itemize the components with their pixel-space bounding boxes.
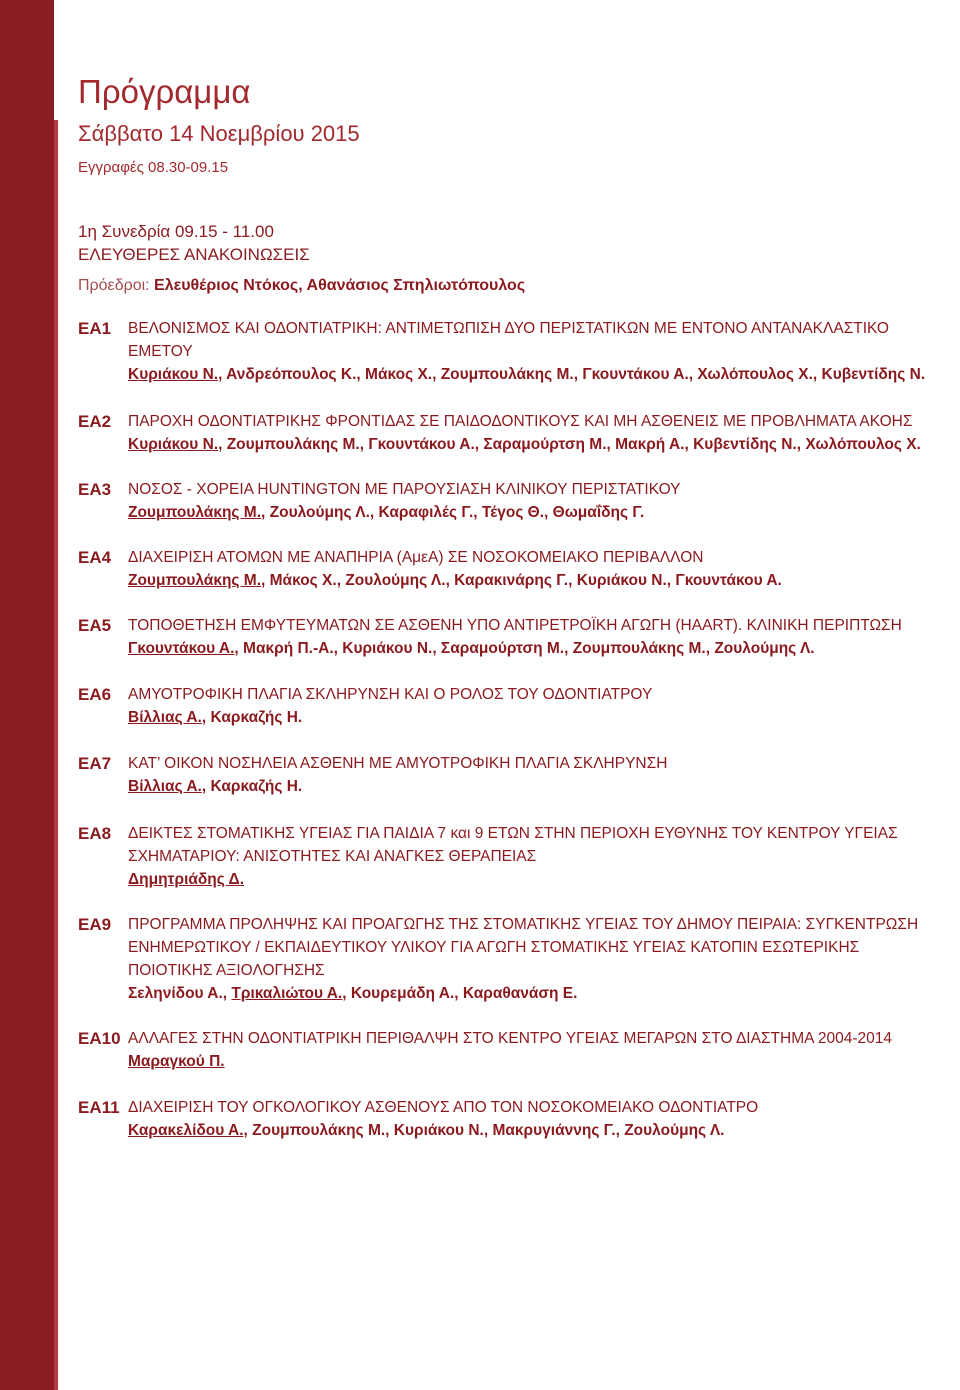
paper-item — [78, 1027, 948, 1073]
paper-title: ΑΛΛΑΓΕΣ ΣΤΗΝ ΟΔΟΝΤΙΑΤΡΙΚΗ ΠΕΡΙΘΑΛΨΗ ΣΤΟ ΚΕΝΤΡΟ ΥΓΕΙΑΣ ΜΕΓΑΡΩΝ ΣΤΟ ΔΙΑΣΤΗΜΑ 2004-2014 — [128, 1030, 893, 1047]
paper-title: ΠΡΟΓΡΑΜΜΑ ΠΡΟΛΗΨΗΣ ΚΑΙ ΠΡΟΑΓΩΓΗΣ ΤΗΣ ΣΤΟΜΑΤΙΚΗΣ ΥΓΕΙΑΣ ΤΟΥ ΔΗΜΟΥ ΠΕΙΡΑΙΑ: ΣΥΓΚΕΝΤΡΩΣΗ ΕΝΗΜΕΡΩΤΙΚΟΥ / ΕΚΠΑΙΔΕΥΤΙΚΟΥ ΥΛΙΚΟΥ ΓΙΑ ΑΓΩΓΗ ΣΤΟΜΑΤΙΚΗΣ ΥΓΕΙΑΣ ΚΑΤΟΠΙΝ ΕΣΩΤΕΡΙΚΗΣ ΠΟΙΟΤΙΚΗΣ ΑΞΙΟΛΟΓΗΣΗΣ — [128, 916, 919, 979]
paper-coauthors: , Μάκος Χ., Ζουλούμης Λ., Καρακινάρης Γ., Κυριάκου Ν., Γκουντάκου Α. — [261, 572, 782, 589]
paper-authors — [128, 706, 948, 729]
paper-code: ΕΑ5 — [78, 616, 112, 635]
paper-presenter: Καρακελίδου Α. — [128, 1122, 244, 1139]
paper-coauthors: , Ζουλούμης Λ., Καραφιλές Γ., Τέγος Θ., Θωμαΐδης Γ. — [261, 504, 645, 521]
paper-authors — [128, 982, 948, 1005]
session-name: 1η Συνεδρία 09.15 - 11.00 — [78, 222, 274, 241]
paper-item — [78, 410, 948, 456]
paper-code: ΕΑ6 — [78, 685, 112, 704]
paper-coauthors: , Κουρεμάδη Α., Καραθανάση Ε. — [342, 985, 578, 1002]
paper-coauthors: , Μακρή Π.-Α., Κυριάκου Ν., Σαραμούρτση Μ., Ζουμπουλάκης Μ., Ζουλούμης Λ. — [234, 640, 815, 657]
paper-code: ΕΑ4 — [78, 548, 112, 567]
paper-authors — [128, 501, 948, 524]
chairs-label: Πρόεδροι: — [78, 277, 150, 294]
paper-presenter: Ζουμπουλάκης Μ. — [128, 572, 262, 589]
paper-authors — [128, 775, 948, 798]
paper-item — [78, 913, 948, 1005]
paper-presenter: Κυριάκου Ν. — [128, 366, 219, 383]
paper-authors — [128, 1119, 948, 1142]
paper-presenter: Κυριάκου Ν. — [128, 436, 219, 453]
registration-time: Εγγραφές 08.30-09.15 — [78, 159, 229, 176]
program-page — [78, 70, 948, 1142]
paper-item — [78, 822, 948, 891]
paper-presenter: Βίλλιας Α. — [128, 778, 202, 795]
paper-authors — [128, 363, 948, 386]
paper-title: ΒΕΛΟΝΙΣΜΟΣ ΚΑΙ ΟΔΟΝΤΙΑΤΡΙΚΗ: ΑΝΤΙΜΕΤΩΠΙΣΗ ΔΥΟ ΠΕΡΙΣΤΑΤΙΚΩΝ ΜΕ ΕΝΤΟΝΟ ΑΝΤΑΝΑΚΛΑΣΤΙΚΟ ΕΜΕΤΟΥ — [128, 320, 889, 360]
paper-title: ΔΕΙΚΤΕΣ ΣΤΟΜΑΤΙΚΗΣ ΥΓΕΙΑΣ ΓΙΑ ΠΑΙΔΙΑ 7 και 9 ΕΤΩΝ ΣΤΗΝ ΠΕΡΙΟΧΗ ΕΥΘΥΝΗΣ ΤΟΥ ΚΕΝΤΡΟΥ ΥΓΕΙΑΣ ΣΧΗΜΑΤΑΡΙΟΥ: ΑΝΙΣΟΤΗΤΕΣ ΚΑΙ ΑΝΑΓΚΕΣ ΘΕΡΑΠΕΙΑΣ — [128, 825, 898, 865]
left-edge-bar — [0, 0, 54, 1390]
paper-item — [78, 752, 948, 798]
paper-item — [78, 1096, 948, 1142]
paper-code: ΕΑ8 — [78, 824, 112, 843]
paper-coauthors: , Ζουμπουλάκης Μ., Κυριάκου Ν., Μακρυγιάννης Γ., Ζουλούμης Λ. — [243, 1122, 725, 1139]
paper-authors — [128, 433, 948, 456]
paper-presenter: Βίλλιας Α. — [128, 709, 202, 726]
paper-title: ΑΜΥΟΤΡΟΦΙΚΗ ΠΛΑΓΙΑ ΣΚΛΗΡΥΝΣΗ ΚΑΙ Ο ΡΟΛΟΣ ΤΟΥ ΟΔΟΝΤΙΑΤΡΟΥ — [128, 686, 653, 703]
paper-code: ΕΑ1 — [78, 319, 112, 338]
paper-list — [78, 317, 948, 1142]
paper-presenter: Τρικαλιώτου Α. — [231, 985, 343, 1002]
paper-code: ΕΑ11 — [78, 1098, 120, 1117]
paper-code: ΕΑ3 — [78, 480, 112, 499]
paper-item — [78, 478, 948, 524]
paper-code: ΕΑ2 — [78, 412, 112, 431]
paper-coauthors: , Ζουμπουλάκης Μ., Γκουντάκου Α., Σαραμούρτση Μ., Μακρή Α., Κυβεντίδης Ν., Χωλόπουλος Χ. — [218, 436, 921, 453]
paper-title: ΚΑΤ’ ΟΙΚΟΝ ΝΟΣΗΛΕΙΑ ΑΣΘΕΝΗ ΜΕ ΑΜΥΟΤΡΟΦΙΚΗ ΠΛΑΓΙΑ ΣΚΛΗΡΥΝΣΗ — [128, 755, 668, 772]
paper-title: ΔΙΑΧΕΙΡΙΣΗ ΑΤΟΜΩΝ ΜΕ ΑΝΑΠΗΡΙΑ (ΑμεΑ) ΣΕ ΝΟΣΟΚΟΜΕΙΑΚΟ ΠΕΡΙΒΑΛΛΟΝ — [128, 549, 704, 566]
paper-item — [78, 546, 948, 592]
paper-authors — [128, 569, 948, 592]
paper-coauthors: , Καρκαζής Η. — [201, 709, 303, 726]
paper-presenter: Ζουμπουλάκης Μ. — [128, 504, 262, 521]
paper-item — [78, 614, 948, 660]
paper-code: ΕΑ9 — [78, 915, 112, 934]
paper-authors — [128, 1050, 948, 1073]
paper-coauthors: , Καρκαζής Η. — [201, 778, 303, 795]
paper-title: ΔΙΑΧΕΙΡΙΣΗ ΤΟΥ ΟΓΚΟΛΟΓΙΚΟΥ ΑΣΘΕΝΟΥΣ ΑΠΟ ΤΟΝ ΝΟΣΟΚΟΜΕΙΑΚΟ ΟΔΟΝΤΙΑΤΡΟ — [128, 1099, 759, 1116]
session-chairs — [78, 274, 948, 297]
paper-presenter: Μαραγκού Π. — [128, 1053, 225, 1070]
paper-lead-author: Σεληνίδου Α., — [128, 985, 232, 1002]
paper-code: ΕΑ7 — [78, 754, 112, 773]
paper-title: ΤΟΠΟΘΕΤΗΣΗ ΕΜΦΥΤΕΥΜΑΤΩΝ ΣΕ ΑΣΘΕΝΗ ΥΠΟ ΑΝΤΙΡΕΤΡΟΪΚΗ ΑΓΩΓΗ (HAART). ΚΛΙΝΙΚΗ ΠΕΡΙΠΤΩΣΗ — [128, 617, 902, 634]
page-title: Πρόγραμμα — [78, 73, 251, 110]
paper-item — [78, 317, 948, 386]
paper-title: ΝΟΣΟΣ - ΧΟΡΕΙΑ HUNTINGTON ΜΕ ΠΑΡΟΥΣΙΑΣΗ ΚΛΙΝΙΚΟΥ ΠΕΡΙΣΤΑΤΙΚΟΥ — [128, 481, 681, 498]
paper-authors — [128, 868, 948, 891]
left-edge-accent — [54, 120, 58, 1390]
paper-presenter: Δημητριάδης Δ. — [128, 871, 245, 888]
paper-item — [78, 683, 948, 729]
paper-authors — [128, 637, 948, 660]
paper-title: ΠΑΡΟΧΗ ΟΔΟΝΤΙΑΤΡΙΚΗΣ ΦΡΟΝΤΙΔΑΣ ΣΕ ΠΑΙΔΟΔΟΝΤΙΚΟΥΣ ΚΑΙ ΜΗ ΑΣΘΕΝΕΙΣ ΜΕ ΠΡΟΒΛΗΜΑΤΑ ΑΚΟΗΣ — [128, 413, 913, 430]
session-theme: ΕΛΕΥΘΕΡΕΣ ΑΝΑΚΟΙΝΩΣΕΙΣ — [78, 245, 310, 264]
paper-code: ΕΑ10 — [78, 1029, 121, 1048]
paper-coauthors: , Ανδρεόπουλος Κ., Μάκος Χ., Ζουμπουλάκης Μ., Γκουντάκου Α., Χωλόπουλος Χ., Κυβεντίδης Ν. — [218, 366, 926, 383]
chairs-names: Ελευθέριος Ντόκος, Αθανάσιος Σπηλιωτόπουλος — [154, 277, 526, 294]
paper-presenter: Γκουντάκου Α. — [128, 640, 235, 657]
event-date: Σάββατο 14 Νοεμβρίου 2015 — [78, 121, 360, 146]
